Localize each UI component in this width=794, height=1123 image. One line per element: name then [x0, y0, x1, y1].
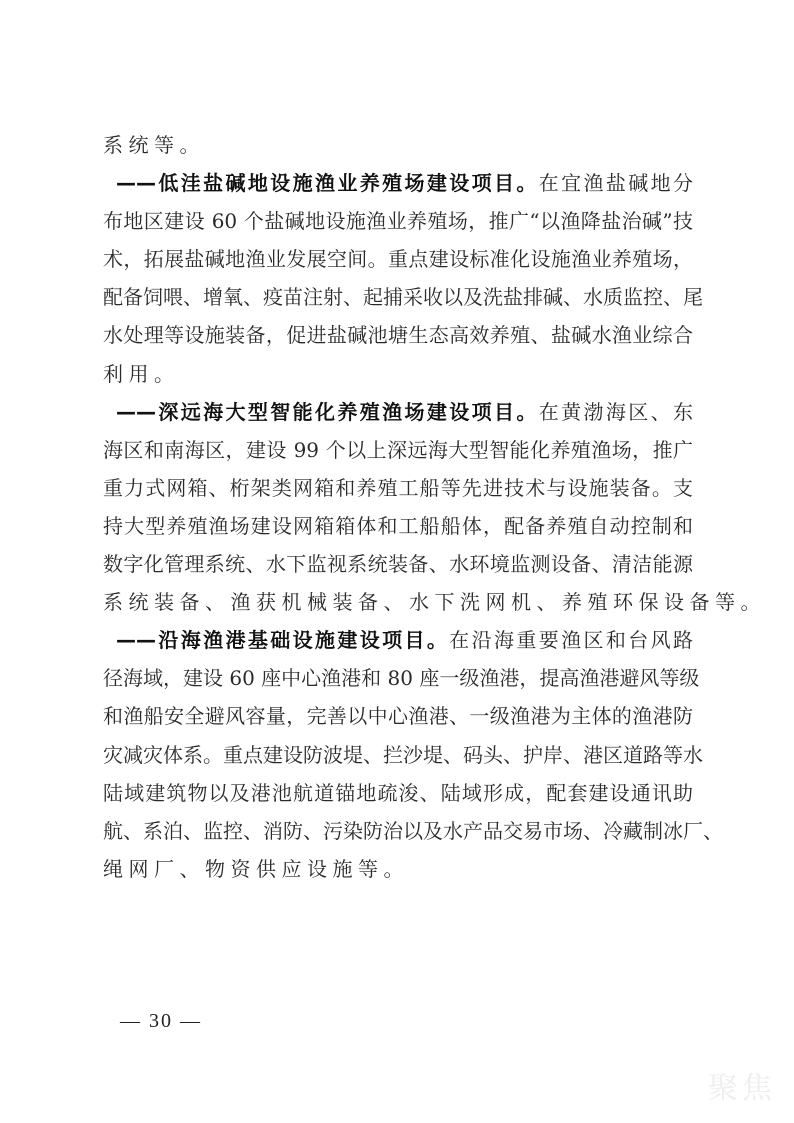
line-text: 在黄渤海区、东 — [538, 399, 693, 424]
text-line — [103, 812, 723, 850]
line-text: 灾减灾体系。重点建设防波堤、拦沙堤、码头、护岸、港区道路等水 — [103, 742, 703, 767]
line-text: 陆域建筑物以及港池航道锚地疏浚、陆域形成，配套建设通讯助 — [103, 780, 693, 805]
text-line — [103, 278, 703, 316]
line-text: 在沿海重要渔区和台风路 — [449, 628, 693, 653]
line-text: 在宜渔盐碱地分 — [538, 171, 693, 196]
line-text: 数字化管理系统、水下监视系统装备、水环境监测设备、清洁能源 — [103, 552, 693, 577]
page-number: — 30 — — [120, 1010, 202, 1032]
line-text: 持大型养殖渔场建设网箱箱体和工船船体，配备养殖自动控制和 — [103, 513, 693, 538]
text-line — [103, 736, 703, 774]
text-line — [103, 621, 693, 659]
section-heading: ——深远海大型智能化养殖渔场建设项目。 — [116, 399, 539, 424]
line-text: 海区和南海区，建设 99 个以上深远海大型智能化养殖渔场，推广 — [103, 437, 693, 462]
watermark-logo: 聚焦 — [708, 1071, 776, 1106]
line-text: 布地区建设 60 个盐碱地设施渔业养殖场，推广“以渔降盐治碱”技 — [103, 209, 693, 234]
text-line — [103, 659, 700, 697]
text-line — [103, 545, 693, 583]
line-text: 系统装备、渔获机械装备、水下洗网机、养殖环保设备等。 — [103, 590, 766, 615]
text-line — [103, 431, 693, 469]
line-text: 水处理等设施装备，促进盐碱池塘生态高效养殖、盐碱水渔业综合 — [103, 323, 693, 348]
text-line — [103, 393, 693, 431]
line-text: 利用。 — [103, 361, 180, 386]
section-heading: ——沿海渔港基础设施建设项目。 — [116, 628, 450, 653]
text-line — [103, 316, 693, 354]
line-text: 重力式网箱、桁架类网箱和养殖工船等先进技术与设施装备。支 — [103, 475, 693, 500]
line-text: 术，拓展盐碱地渔业发展空间。重点建设标准化设施渔业养殖场， — [103, 247, 693, 272]
text-line — [103, 202, 693, 240]
text-line — [103, 697, 693, 735]
text-line — [103, 774, 693, 812]
text-line — [103, 469, 693, 507]
text-line — [103, 164, 693, 202]
section-heading: ——低洼盐碱地设施渔业养殖场建设项目。 — [116, 171, 539, 196]
document-body — [103, 126, 766, 888]
text-line — [103, 126, 693, 164]
line-text: 配备饲喂、增氧、疫苗注射、起捕采收以及洗盐排碱、水质监控、尾 — [103, 285, 703, 310]
line-text: 径海域，建设 60 座中心渔港和 80 座一级渔港，提高渔港避风等级 — [103, 666, 700, 691]
text-line — [103, 240, 693, 278]
text-line — [103, 850, 693, 888]
line-text: 和渔船安全避风容量，完善以中心渔港、一级渔港为主体的渔港防 — [103, 704, 693, 729]
line-text: 绳网厂、物资供应设施等。 — [103, 856, 409, 881]
line-text: 系统等。 — [103, 133, 205, 157]
line-text: 航、系泊、监控、消防、污染防治以及水产品交易市场、冷藏制冰厂、 — [103, 818, 723, 843]
text-line — [103, 355, 693, 393]
text-line — [103, 583, 766, 621]
text-line — [103, 507, 693, 545]
